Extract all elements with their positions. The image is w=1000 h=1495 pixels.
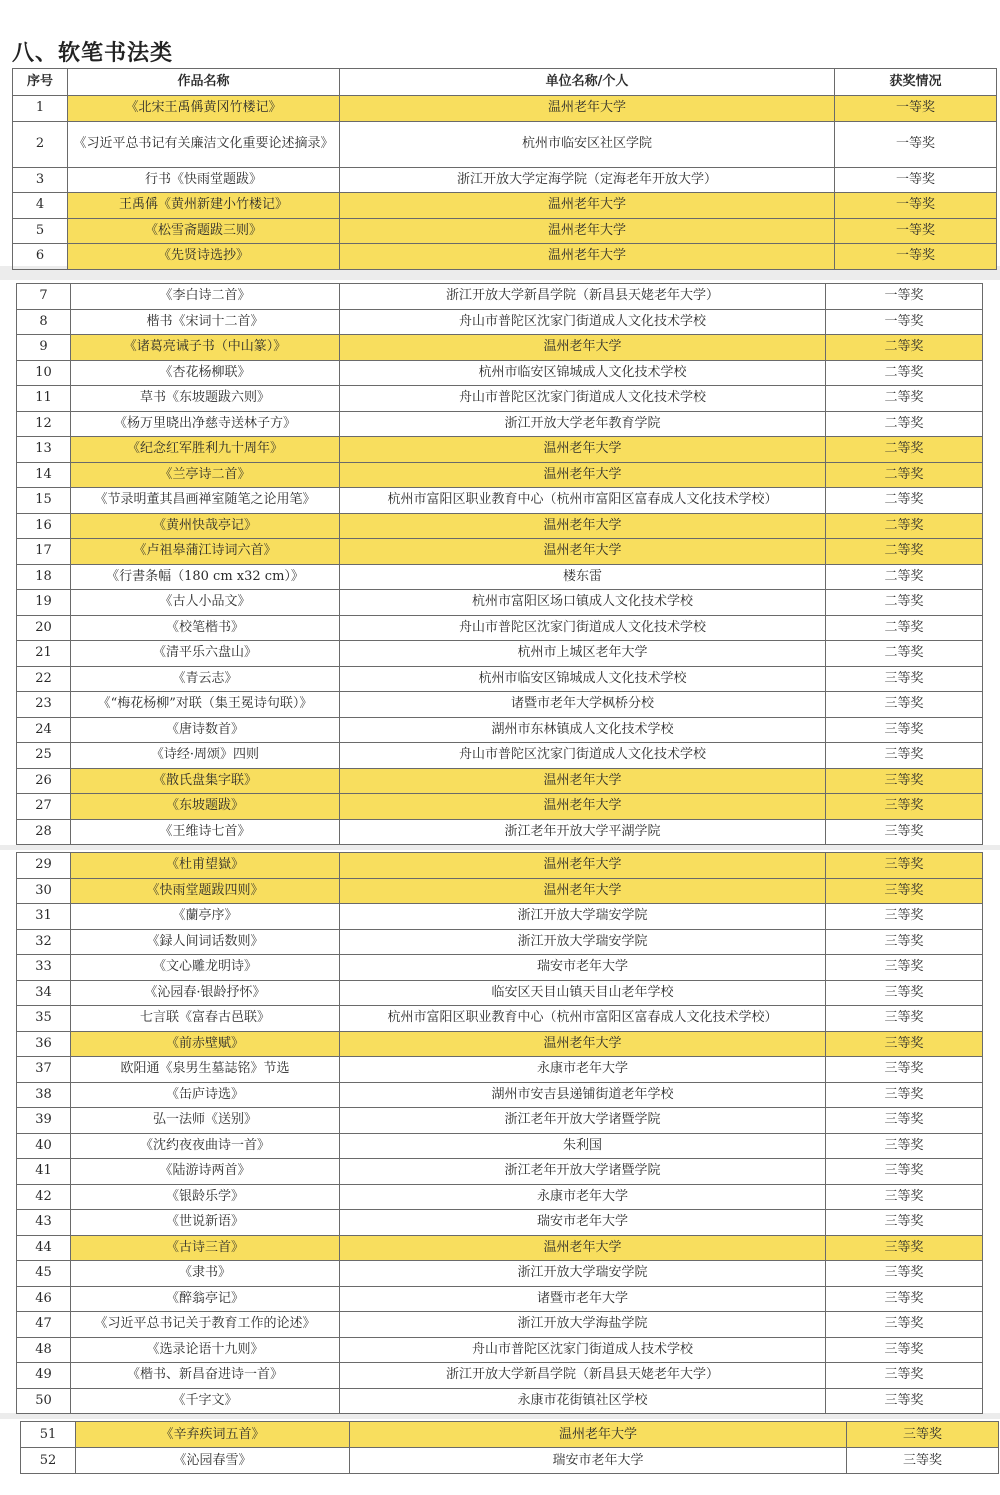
row-number: 49 xyxy=(17,1363,71,1389)
award-level: 三等奖 xyxy=(826,1261,983,1287)
work-title: 《杨万里晓出净慈寺送林子方》 xyxy=(71,411,340,437)
award-level: 三等奖 xyxy=(826,853,983,879)
row-number: 52 xyxy=(21,1448,76,1474)
unit-name: 浙江老年开放大学诸暨学院 xyxy=(340,1159,826,1185)
unit-name: 瑞安市老年大学 xyxy=(350,1448,847,1474)
work-title: 《选录论语十九则》 xyxy=(71,1337,340,1363)
row-number: 10 xyxy=(17,360,71,386)
work-title: 《东坡题跋》 xyxy=(71,794,340,820)
work-title: 《唐诗数首》 xyxy=(71,717,340,743)
work-title: 《节录明董其昌画禅室随笔之论用笔》 xyxy=(71,488,340,514)
work-title: 行书《快雨堂题跋》 xyxy=(68,167,340,193)
award-level: 三等奖 xyxy=(826,666,983,692)
unit-name: 温州老年大学 xyxy=(350,1422,847,1448)
award-level: 一等奖 xyxy=(835,244,997,270)
table-row xyxy=(17,1031,983,1057)
unit-name: 诸暨市老年大学枫桥分校 xyxy=(340,692,826,718)
award-level: 一等奖 xyxy=(835,167,997,193)
table-row xyxy=(17,717,983,743)
table-row xyxy=(17,1337,983,1363)
row-number: 4 xyxy=(13,193,68,219)
work-title: 《李白诗二首》 xyxy=(71,284,340,310)
unit-name: 临安区天目山镇天目山老年学校 xyxy=(340,980,826,1006)
unit-name: 温州老年大学 xyxy=(340,878,826,904)
award-level: 三等奖 xyxy=(826,1363,983,1389)
table-row xyxy=(17,1312,983,1338)
award-level: 一等奖 xyxy=(835,193,997,219)
unit-name: 舟山市普陀区沈家门街道成人文化技术学校 xyxy=(340,743,826,769)
header-award: 获奖情况 xyxy=(835,69,997,96)
row-number: 8 xyxy=(17,309,71,335)
row-number: 51 xyxy=(21,1422,76,1448)
award-level: 三等奖 xyxy=(826,1286,983,1312)
work-title: 七言联《富春古邑联》 xyxy=(71,1006,340,1032)
table-row xyxy=(17,768,983,794)
row-number: 15 xyxy=(17,488,71,514)
award-level: 一等奖 xyxy=(826,309,983,335)
row-number: 1 xyxy=(13,96,68,122)
unit-name: 瑞安市老年大学 xyxy=(340,1210,826,1236)
work-title: 欧阳通《泉男生墓誌铭》节选 xyxy=(71,1057,340,1083)
page-separator xyxy=(0,845,1000,850)
table-row xyxy=(13,121,997,167)
unit-name: 朱利国 xyxy=(340,1133,826,1159)
unit-name: 舟山市普陀区沈家门街道成人文化技术学校 xyxy=(340,309,826,335)
row-number: 39 xyxy=(17,1108,71,1134)
row-number: 35 xyxy=(17,1006,71,1032)
work-title: 《“梅花杨柳”对联（集王冕诗句联）》 xyxy=(71,692,340,718)
award-level: 二等奖 xyxy=(826,462,983,488)
row-number: 19 xyxy=(17,590,71,616)
row-number: 50 xyxy=(17,1388,71,1414)
unit-name: 温州老年大学 xyxy=(340,462,826,488)
row-number: 24 xyxy=(17,717,71,743)
table-row xyxy=(17,980,983,1006)
work-title: 《诗经·周颂》四则 xyxy=(71,743,340,769)
award-level: 一等奖 xyxy=(835,121,997,167)
unit-name: 舟山市普陀区沈家门街道成人文化技术学校 xyxy=(340,386,826,412)
unit-name: 浙江开放大学定海学院（定海老年开放大学） xyxy=(340,167,835,193)
unit-name: 浙江开放大学瑞安学院 xyxy=(340,1261,826,1287)
work-title: 《松雪斋题跋三则》 xyxy=(68,218,340,244)
row-number: 44 xyxy=(17,1235,71,1261)
row-number: 30 xyxy=(17,878,71,904)
unit-name: 温州老年大学 xyxy=(340,768,826,794)
row-number: 29 xyxy=(17,853,71,879)
table-row xyxy=(17,819,983,845)
table-row xyxy=(17,564,983,590)
table-row xyxy=(17,411,983,437)
work-title: 《古人小品文》 xyxy=(71,590,340,616)
row-number: 3 xyxy=(13,167,68,193)
table-row xyxy=(17,955,983,981)
unit-name: 永康市老年大学 xyxy=(340,1057,826,1083)
row-number: 37 xyxy=(17,1057,71,1083)
table-row xyxy=(13,218,997,244)
work-title: 《杏花杨柳联》 xyxy=(71,360,340,386)
row-number: 18 xyxy=(17,564,71,590)
table-row xyxy=(13,167,997,193)
work-title: 《青云志》 xyxy=(71,666,340,692)
table-row xyxy=(17,1363,983,1389)
work-title: 《古诗三首》 xyxy=(71,1235,340,1261)
table-row xyxy=(17,615,983,641)
unit-name: 浙江开放大学瑞安学院 xyxy=(340,904,826,930)
work-title: 《习近平总书记有关廉洁文化重要论述摘录》 xyxy=(68,121,340,167)
awards-table-part-3 xyxy=(16,852,983,1414)
work-title: 《隶书》 xyxy=(71,1261,340,1287)
row-number: 23 xyxy=(17,692,71,718)
work-title: 《陆游诗两首》 xyxy=(71,1159,340,1185)
award-level: 三等奖 xyxy=(826,904,983,930)
work-title: 《醉翁亭记》 xyxy=(71,1286,340,1312)
award-level: 三等奖 xyxy=(826,692,983,718)
work-title: 《辛弃疾词五首》 xyxy=(76,1422,350,1448)
unit-name: 温州老年大学 xyxy=(340,539,826,565)
table-row xyxy=(17,360,983,386)
table-row xyxy=(17,462,983,488)
table-row xyxy=(13,193,997,219)
row-number: 17 xyxy=(17,539,71,565)
work-title: 《沁园春·银龄抒怀》 xyxy=(71,980,340,1006)
row-number: 26 xyxy=(17,768,71,794)
award-level: 三等奖 xyxy=(826,878,983,904)
table-row xyxy=(17,794,983,820)
unit-name: 瑞安市老年大学 xyxy=(340,955,826,981)
awards-table-part-2 xyxy=(16,283,983,845)
row-number: 36 xyxy=(17,1031,71,1057)
awards-table-part-1 xyxy=(12,68,997,270)
table-row xyxy=(17,309,983,335)
table-row xyxy=(17,539,983,565)
award-level: 三等奖 xyxy=(826,1337,983,1363)
row-number: 11 xyxy=(17,386,71,412)
work-title: 《文心雕龙明诗》 xyxy=(71,955,340,981)
unit-name: 温州老年大学 xyxy=(340,1235,826,1261)
table-row xyxy=(17,904,983,930)
row-number: 47 xyxy=(17,1312,71,1338)
row-number: 25 xyxy=(17,743,71,769)
unit-name: 杭州市富阳区职业教育中心（杭州市富阳区富春成人文化技术学校） xyxy=(340,488,826,514)
award-level: 三等奖 xyxy=(826,1006,983,1032)
award-level: 三等奖 xyxy=(826,717,983,743)
awards-table-part-4 xyxy=(20,1421,999,1474)
unit-name: 杭州市临安区锦城成人文化技术学校 xyxy=(340,360,826,386)
unit-name: 浙江老年开放大学平湖学院 xyxy=(340,819,826,845)
award-level: 三等奖 xyxy=(847,1422,999,1448)
unit-name: 温州老年大学 xyxy=(340,244,835,270)
award-level: 二等奖 xyxy=(826,411,983,437)
table-row xyxy=(17,1057,983,1083)
work-title: 楷书《宋词十二首》 xyxy=(71,309,340,335)
row-number: 5 xyxy=(13,218,68,244)
row-number: 32 xyxy=(17,929,71,955)
award-level: 三等奖 xyxy=(826,819,983,845)
work-title: 《快雨堂题跋四则》 xyxy=(71,878,340,904)
row-number: 7 xyxy=(17,284,71,310)
work-title: 《纪念红军胜利九十周年》 xyxy=(71,437,340,463)
work-title: 弘一法师《送别》 xyxy=(71,1108,340,1134)
work-title: 《沈约夜夜曲诗一首》 xyxy=(71,1133,340,1159)
table-row xyxy=(17,666,983,692)
row-number: 2 xyxy=(13,121,68,167)
table-row xyxy=(17,1184,983,1210)
award-level: 二等奖 xyxy=(826,335,983,361)
work-title: 《沁园春雪》 xyxy=(76,1448,350,1474)
table-row xyxy=(17,641,983,667)
table-row xyxy=(17,1082,983,1108)
table-row xyxy=(21,1448,999,1474)
row-number: 40 xyxy=(17,1133,71,1159)
work-title: 《北宋王禹偁黄冈竹楼记》 xyxy=(68,96,340,122)
award-level: 三等奖 xyxy=(826,1159,983,1185)
table-row xyxy=(17,743,983,769)
work-title: 《王维诗七首》 xyxy=(71,819,340,845)
row-number: 34 xyxy=(17,980,71,1006)
table-row xyxy=(13,96,997,122)
work-title: 《清平乐六盘山》 xyxy=(71,641,340,667)
unit-name: 温州老年大学 xyxy=(340,853,826,879)
table-row xyxy=(17,853,983,879)
work-title: 《校笔楷书》 xyxy=(71,615,340,641)
table-row xyxy=(17,1006,983,1032)
work-title: 《诸葛亮诫子书（中山篆）》 xyxy=(71,335,340,361)
award-level: 三等奖 xyxy=(826,1057,983,1083)
row-number: 48 xyxy=(17,1337,71,1363)
award-level: 三等奖 xyxy=(826,1312,983,1338)
award-level: 一等奖 xyxy=(835,96,997,122)
award-level: 二等奖 xyxy=(826,641,983,667)
award-level: 二等奖 xyxy=(826,539,983,565)
award-level: 一等奖 xyxy=(826,284,983,310)
award-level: 三等奖 xyxy=(826,929,983,955)
unit-name: 杭州市富阳区职业教育中心（杭州市富阳区富春成人文化技术学校） xyxy=(340,1006,826,1032)
row-number: 46 xyxy=(17,1286,71,1312)
row-number: 41 xyxy=(17,1159,71,1185)
work-title: 《前赤壁赋》 xyxy=(71,1031,340,1057)
row-number: 45 xyxy=(17,1261,71,1287)
award-level: 三等奖 xyxy=(826,1210,983,1236)
table-row xyxy=(17,1235,983,1261)
unit-name: 浙江开放大学老年教育学院 xyxy=(340,411,826,437)
award-level: 二等奖 xyxy=(826,386,983,412)
table-row xyxy=(17,284,983,310)
table-row xyxy=(17,386,983,412)
work-title: 《千字文》 xyxy=(71,1388,340,1414)
table-row xyxy=(17,590,983,616)
table-row xyxy=(17,1108,983,1134)
row-number: 38 xyxy=(17,1082,71,1108)
award-level: 三等奖 xyxy=(826,1082,983,1108)
work-title: 《行書条幅（180 cm x32 cm）》 xyxy=(71,564,340,590)
award-level: 三等奖 xyxy=(826,1031,983,1057)
unit-name: 温州老年大学 xyxy=(340,1031,826,1057)
header-no: 序号 xyxy=(13,69,68,96)
table-row xyxy=(17,335,983,361)
table-row xyxy=(17,878,983,904)
unit-name: 温州老年大学 xyxy=(340,96,835,122)
work-title: 《兰亭诗二首》 xyxy=(71,462,340,488)
table-row xyxy=(17,513,983,539)
unit-name: 温州老年大学 xyxy=(340,218,835,244)
work-title: 《缶庐诗选》 xyxy=(71,1082,340,1108)
row-number: 13 xyxy=(17,437,71,463)
unit-name: 浙江开放大学新昌学院（新昌县天姥老年大学） xyxy=(340,1363,826,1389)
row-number: 6 xyxy=(13,244,68,270)
unit-name: 浙江开放大学新昌学院（新昌县天姥老年大学） xyxy=(340,284,826,310)
work-title: 《杜甫望嶽》 xyxy=(71,853,340,879)
table-row xyxy=(17,692,983,718)
work-title: 《散氏盘集字联》 xyxy=(71,768,340,794)
work-title: 草书《东坡题跋六则》 xyxy=(71,386,340,412)
award-level: 三等奖 xyxy=(826,743,983,769)
award-level: 三等奖 xyxy=(826,1133,983,1159)
award-level: 三等奖 xyxy=(826,955,983,981)
table-header-row xyxy=(13,69,997,96)
award-level: 二等奖 xyxy=(826,615,983,641)
table-row xyxy=(17,1210,983,1236)
unit-name: 诸暨市老年大学 xyxy=(340,1286,826,1312)
unit-name: 杭州市临安区社区学院 xyxy=(340,121,835,167)
table-row xyxy=(17,1159,983,1185)
work-title: 《卢祖皋蒲江诗词六首》 xyxy=(71,539,340,565)
award-level: 三等奖 xyxy=(826,1184,983,1210)
row-number: 9 xyxy=(17,335,71,361)
work-title: 《银龄乐学》 xyxy=(71,1184,340,1210)
work-title: 《黄州快哉亭记》 xyxy=(71,513,340,539)
header-work: 作品名称 xyxy=(68,69,340,96)
work-title: 王禹偁《黄州新建小竹楼记》 xyxy=(68,193,340,219)
table-row xyxy=(17,1261,983,1287)
section-title: 八、软笔书法类 xyxy=(12,41,174,66)
unit-name: 浙江老年开放大学诸暨学院 xyxy=(340,1108,826,1134)
unit-name: 温州老年大学 xyxy=(340,335,826,361)
table-row xyxy=(17,929,983,955)
unit-name: 永康市老年大学 xyxy=(340,1184,826,1210)
work-title: 《世说新语》 xyxy=(71,1210,340,1236)
award-level: 二等奖 xyxy=(826,488,983,514)
table-row xyxy=(17,437,983,463)
row-number: 43 xyxy=(17,1210,71,1236)
unit-name: 温州老年大学 xyxy=(340,193,835,219)
unit-name: 杭州市上城区老年大学 xyxy=(340,641,826,667)
row-number: 21 xyxy=(17,641,71,667)
award-level: 二等奖 xyxy=(826,590,983,616)
work-title: 《先贤诗选抄》 xyxy=(68,244,340,270)
award-level: 三等奖 xyxy=(847,1448,999,1474)
unit-name: 浙江开放大学瑞安学院 xyxy=(340,929,826,955)
table-row xyxy=(21,1422,999,1448)
award-level: 二等奖 xyxy=(826,564,983,590)
unit-name: 舟山市普陀区沈家门街道成人文化技术学校 xyxy=(340,615,826,641)
award-level: 三等奖 xyxy=(826,980,983,1006)
work-title: 《蘭亭序》 xyxy=(71,904,340,930)
award-level: 一等奖 xyxy=(835,218,997,244)
row-number: 22 xyxy=(17,666,71,692)
unit-name: 温州老年大学 xyxy=(340,513,826,539)
table-row xyxy=(17,1388,983,1414)
row-number: 16 xyxy=(17,513,71,539)
table-row xyxy=(13,244,997,270)
row-number: 14 xyxy=(17,462,71,488)
unit-name: 湖州市安吉县递铺街道老年学校 xyxy=(340,1082,826,1108)
row-number: 31 xyxy=(17,904,71,930)
unit-name: 温州老年大学 xyxy=(340,437,826,463)
header-unit: 单位名称/个人 xyxy=(340,69,835,96)
row-number: 33 xyxy=(17,955,71,981)
table-row xyxy=(17,1133,983,1159)
unit-name: 永康市花街镇社区学校 xyxy=(340,1388,826,1414)
work-title: 《习近平总书记关于教育工作的论述》 xyxy=(71,1312,340,1338)
row-number: 20 xyxy=(17,615,71,641)
unit-name: 温州老年大学 xyxy=(340,794,826,820)
row-number: 12 xyxy=(17,411,71,437)
row-number: 28 xyxy=(17,819,71,845)
award-level: 二等奖 xyxy=(826,360,983,386)
unit-name: 舟山市普陀区沈家门街道成人技术学校 xyxy=(340,1337,826,1363)
work-title: 《楷书、新昌奋进诗一首》 xyxy=(71,1363,340,1389)
unit-name: 楼东雷 xyxy=(340,564,826,590)
unit-name: 杭州市临安区锦城成人文化技术学校 xyxy=(340,666,826,692)
award-level: 二等奖 xyxy=(826,437,983,463)
award-level: 二等奖 xyxy=(826,513,983,539)
row-number: 42 xyxy=(17,1184,71,1210)
award-level: 三等奖 xyxy=(826,1235,983,1261)
award-level: 三等奖 xyxy=(826,768,983,794)
award-level: 三等奖 xyxy=(826,1388,983,1414)
unit-name: 浙江开放大学海盐学院 xyxy=(340,1312,826,1338)
row-number: 27 xyxy=(17,794,71,820)
award-level: 三等奖 xyxy=(826,1108,983,1134)
table-row xyxy=(17,1286,983,1312)
work-title: 《録人间词话数则》 xyxy=(71,929,340,955)
unit-name: 湖州市东林镇成人文化技术学校 xyxy=(340,717,826,743)
unit-name: 杭州市富阳区场口镇成人文化技术学校 xyxy=(340,590,826,616)
table-row xyxy=(17,488,983,514)
award-level: 三等奖 xyxy=(826,794,983,820)
